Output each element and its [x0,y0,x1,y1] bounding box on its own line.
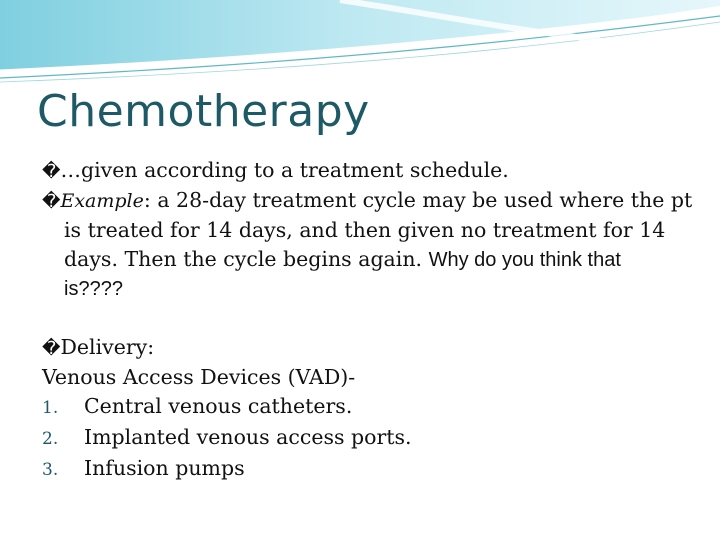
schedule-text: …given according to a treatment schedule. [60,158,509,182]
question-continuation: is???? [64,278,123,300]
list-item [42,392,692,423]
bullet-line-example [42,186,692,216]
slide-body [42,156,692,485]
bullet-glyph-icon: � [42,161,61,182]
header-wave-decoration [0,0,720,90]
bullet-glyph-icon: � [42,338,61,359]
bullet-glyph-icon: � [42,191,61,212]
delivery-heading: Delivery: [60,335,155,359]
list-item-text: Central venous catheters. [84,394,353,418]
list-item [42,454,692,485]
example-label: Example [60,190,144,212]
list-item-text: Infusion pumps [84,456,245,480]
bullet-line-delivery [42,333,692,363]
example-continuation-2 [42,245,692,275]
bullet-line-schedule [42,156,692,186]
list-number: 3. [42,460,59,480]
list-item-text: Implanted venous access ports. [84,425,412,449]
cycle-text: days. Then the cycle begins again. [64,247,429,271]
list-item [42,423,692,454]
list-number: 2. [42,429,59,449]
question-text: Why do you think that [428,249,621,271]
list-number: 1. [42,398,59,418]
example-text: : a 28-day treatment cycle may be used where the pt [143,188,693,212]
vad-heading: Venous Access Devices (VAD)- [42,365,356,389]
spacer [42,304,692,333]
example-continuation-1: is treated for 14 days, and then given no treatment for 14 [64,218,666,242]
slide-title: Chemotherapy [37,86,370,137]
